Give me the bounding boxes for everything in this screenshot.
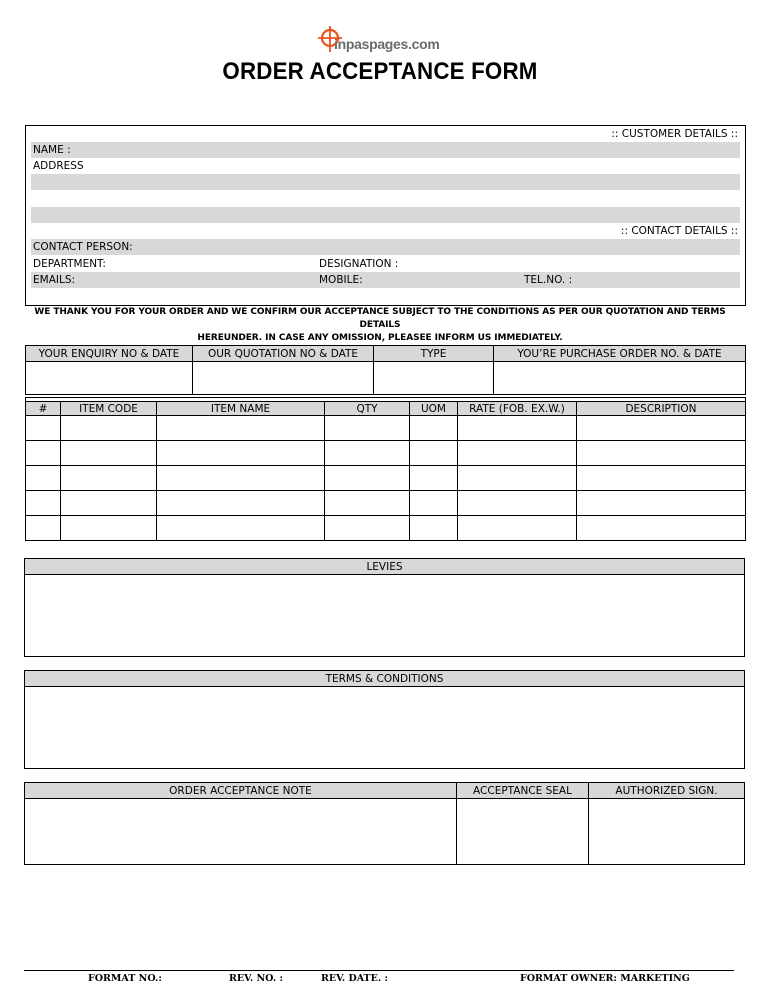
tel-label: TEL.NO. : bbox=[524, 274, 573, 286]
purchase-order-cell[interactable] bbox=[494, 362, 746, 395]
cell[interactable] bbox=[325, 466, 410, 491]
cell[interactable] bbox=[61, 416, 157, 441]
cell[interactable] bbox=[157, 491, 325, 516]
acceptance-seal-area[interactable] bbox=[457, 799, 589, 865]
cell[interactable] bbox=[26, 491, 61, 516]
cell[interactable] bbox=[61, 466, 157, 491]
department-label: DEPARTMENT: bbox=[33, 258, 106, 270]
type-cell[interactable] bbox=[374, 362, 494, 395]
cell[interactable] bbox=[410, 466, 458, 491]
table-row bbox=[26, 491, 746, 516]
cell[interactable] bbox=[410, 441, 458, 466]
col-number-header: # bbox=[26, 402, 61, 416]
quotation-header: OUR QUOTATION NO & DATE bbox=[193, 346, 374, 362]
cell[interactable] bbox=[325, 491, 410, 516]
cell[interactable] bbox=[458, 516, 577, 541]
cell[interactable] bbox=[410, 516, 458, 541]
col-item-name-header: ITEM NAME bbox=[157, 402, 325, 416]
terms-header: TERMS & CONDITIONS bbox=[25, 671, 745, 687]
address-label: ADDRESS bbox=[33, 160, 84, 172]
cell[interactable] bbox=[577, 516, 746, 541]
terms-table bbox=[24, 670, 745, 769]
col-rate-header: RATE (FOB. EX.W.) bbox=[458, 402, 577, 416]
cell[interactable] bbox=[458, 416, 577, 441]
footer-divider bbox=[24, 970, 734, 971]
cell[interactable] bbox=[157, 416, 325, 441]
emails-field[interactable] bbox=[31, 272, 740, 288]
cell[interactable] bbox=[61, 441, 157, 466]
acceptance-table bbox=[24, 782, 745, 865]
authorized-sign-area[interactable] bbox=[589, 799, 745, 865]
cell[interactable] bbox=[61, 516, 157, 541]
acceptance-note-header: ORDER ACCEPTANCE NOTE bbox=[25, 783, 457, 799]
col-qty-header: QTY bbox=[325, 402, 410, 416]
name-field[interactable] bbox=[31, 142, 740, 158]
notice-line-1: WE THANK YOU FOR YOUR ORDER AND WE CONFIRM OUR ACCEPTANCE SUBJECT TO THE CONDITIONS AS PER OUR QUOTATION AND TERMS DETAILS bbox=[34, 307, 726, 330]
cell[interactable] bbox=[325, 416, 410, 441]
cell[interactable] bbox=[157, 441, 325, 466]
emails-label: EMAILS: bbox=[33, 274, 76, 286]
items-table bbox=[25, 397, 746, 541]
cell[interactable] bbox=[410, 416, 458, 441]
table-row bbox=[26, 441, 746, 466]
contact-person-label: CONTACT PERSON: bbox=[33, 241, 133, 253]
cell[interactable] bbox=[577, 466, 746, 491]
acceptance-note-area[interactable] bbox=[25, 799, 457, 865]
cell[interactable] bbox=[577, 491, 746, 516]
address-field-line-3[interactable] bbox=[31, 207, 740, 223]
mobile-label: MOBILE: bbox=[319, 274, 363, 286]
col-uom-header: UOM bbox=[410, 402, 458, 416]
rev-no-label: REV. NO. : bbox=[229, 973, 283, 984]
purchase-order-header: YOU’RE PURCHASE ORDER NO. & DATE bbox=[494, 346, 746, 362]
cell[interactable] bbox=[157, 516, 325, 541]
rev-date-label: REV. DATE. : bbox=[321, 973, 388, 984]
cell[interactable] bbox=[26, 516, 61, 541]
customer-details-box bbox=[25, 125, 746, 306]
levies-area[interactable] bbox=[25, 575, 745, 657]
cell[interactable] bbox=[325, 441, 410, 466]
type-header: TYPE bbox=[374, 346, 494, 362]
terms-area[interactable] bbox=[25, 687, 745, 769]
address-field-line-1[interactable] bbox=[31, 174, 740, 190]
reference-table bbox=[25, 345, 746, 395]
cell[interactable] bbox=[325, 516, 410, 541]
enquiry-header: YOUR ENQUIRY NO & DATE bbox=[26, 346, 193, 362]
cell[interactable] bbox=[26, 466, 61, 491]
cell[interactable] bbox=[458, 491, 577, 516]
levies-header: LEVIES bbox=[25, 559, 745, 575]
levies-table bbox=[24, 558, 745, 657]
quotation-cell[interactable] bbox=[193, 362, 374, 395]
cell[interactable] bbox=[157, 466, 325, 491]
cell[interactable] bbox=[577, 416, 746, 441]
table-row bbox=[26, 466, 746, 491]
cell[interactable] bbox=[26, 441, 61, 466]
format-owner-label: FORMAT OWNER: MARKETING bbox=[520, 973, 690, 984]
format-no-label: FORMAT NO.: bbox=[88, 973, 162, 984]
cell[interactable] bbox=[458, 441, 577, 466]
contact-details-heading: :: CONTACT DETAILS :: bbox=[620, 225, 738, 237]
notice-line-2: HEREUNDER. IN CASE ANY OMISSION, PLEASEE INFORM US IMMEDIATELY. bbox=[197, 333, 563, 343]
brand-logo bbox=[316, 24, 446, 54]
table-row bbox=[26, 416, 746, 441]
enquiry-cell[interactable] bbox=[26, 362, 193, 395]
acceptance-notice bbox=[30, 306, 730, 345]
acceptance-seal-header: ACCEPTANCE SEAL bbox=[457, 783, 589, 799]
cell[interactable] bbox=[26, 416, 61, 441]
customer-details-heading: :: CUSTOMER DETAILS :: bbox=[611, 128, 738, 140]
authorized-sign-header: AUTHORIZED SIGN. bbox=[589, 783, 745, 799]
contact-person-field[interactable] bbox=[31, 239, 740, 255]
col-item-code-header: ITEM CODE bbox=[61, 402, 157, 416]
col-description-header: DESCRIPTION bbox=[577, 402, 746, 416]
table-row bbox=[26, 516, 746, 541]
cell[interactable] bbox=[61, 491, 157, 516]
cell[interactable] bbox=[410, 491, 458, 516]
designation-label: DESIGNATION : bbox=[319, 258, 399, 270]
cell[interactable] bbox=[577, 441, 746, 466]
name-label: NAME : bbox=[33, 144, 71, 156]
logo-text: inpaspages.com bbox=[334, 36, 440, 52]
cell[interactable] bbox=[458, 466, 577, 491]
page-title: ORDER ACCEPTANCE FORM bbox=[222, 58, 538, 85]
address-field-line-2[interactable] bbox=[31, 190, 740, 206]
